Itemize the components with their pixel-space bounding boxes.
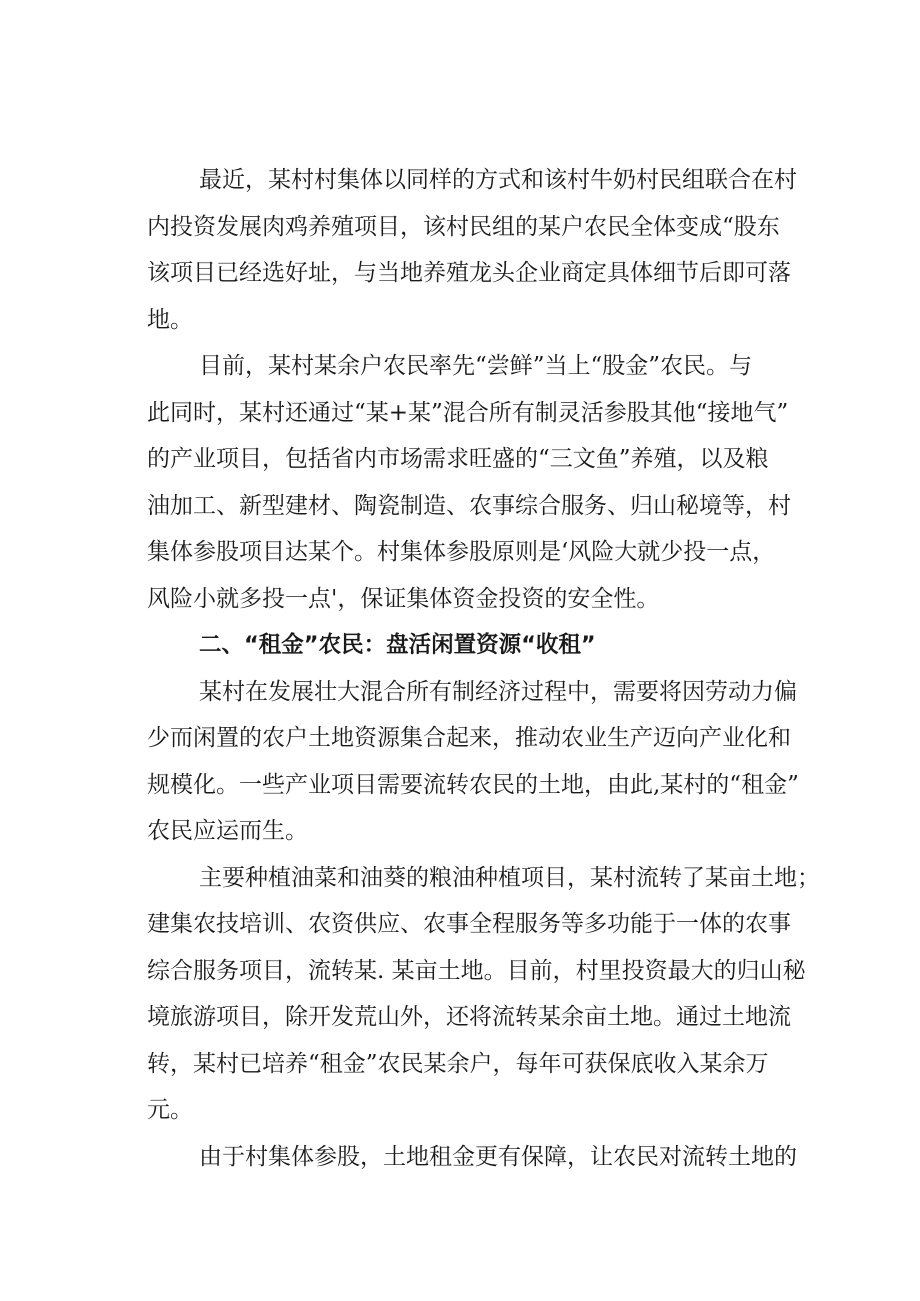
paragraph-line: 少而闲置的农户土地资源集合起来，推动农业生产迈向产业化和 xyxy=(147,725,791,751)
document-body xyxy=(147,157,820,1180)
paragraph-2 xyxy=(147,343,807,622)
paragraph-line: 此同时，某村还通过“某+某”混合所有制灵活参股其他“接地气” xyxy=(147,399,789,426)
paragraph-line: 风险小就多投一点'，保证集体资金投资的安全性。 xyxy=(147,585,660,612)
paragraph-3 xyxy=(147,669,807,855)
paragraph-5 xyxy=(147,1134,807,1181)
paragraph-4 xyxy=(147,855,820,1134)
paragraph-line: 规模化。一些产业项目需要流转农民的土地，由此,某村的“租金” xyxy=(147,771,799,798)
paragraph-line: 集体参股项目达某个。村集体参股原则是‘风险大就少投一点， xyxy=(147,539,776,565)
paragraph-line: 地。 xyxy=(147,306,193,333)
paragraph-line: 由于村集体参股，土地租金更有保障，让农民对流转土地的 xyxy=(199,1143,797,1170)
paragraph-line: 最近，某村村集体以同样的方式和该村牛奶村民组联合在村 xyxy=(199,167,797,193)
section-heading: 二、“租金”农民：盘活闲置资源“收租” xyxy=(199,632,596,658)
paragraph-line: 的产业项目，包括省内市场需求旺盛的“三文鱼”养殖，以及粮 xyxy=(147,446,769,472)
paragraph-line: 建集农技培训、农资供应、农事全程服务等多功能于一体的农事 xyxy=(147,911,791,937)
paragraph-line: 元。 xyxy=(147,1097,193,1123)
paragraph-line: 内投资发展肉鸡养殖项目，该村民组的某户农民全体变成“股东 xyxy=(147,213,780,240)
paragraph-line: 转，某村已培养“租金”农民某余户，每年可获保底收入某余万 xyxy=(147,1050,769,1077)
paragraph-1 xyxy=(147,157,807,343)
paragraph-line: 农民应运而生。 xyxy=(147,818,308,844)
paragraph-line: 主要种植油菜和油葵的粮油种植项目，某村流转了某亩土地； xyxy=(199,864,820,891)
paragraph-line: 油加工、新型建材、陶瓷制造、农事综合服务、归山秘境等，村 xyxy=(147,492,791,519)
paragraph-line: 综合服务项目，流转某. 某亩土地。目前，村里投资最大的归山秘 xyxy=(147,957,806,984)
paragraph-line: 某村在发展壮大混合所有制经济过程中，需要将因劳动力偏 xyxy=(199,678,797,705)
paragraph-line: 该项目已经选好址，与当地养殖龙头企业商定具体细节后即可落 xyxy=(147,260,791,286)
paragraph-line: 目前，某村某余户农民率先“尝鲜”当上“股金”农民。与 xyxy=(199,353,753,379)
paragraph-line: 境旅游项目，除开发荒山外，还将流转某余亩土地。通过土地流 xyxy=(147,1004,791,1030)
